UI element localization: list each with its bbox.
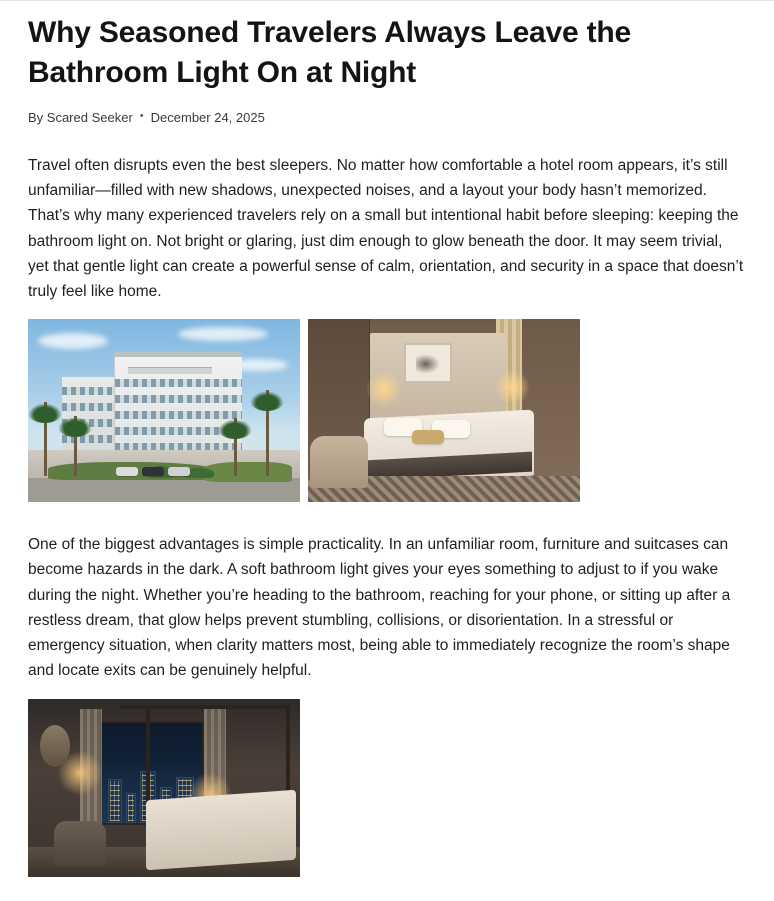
lawn: [202, 462, 292, 482]
hotel-sign: [128, 367, 212, 374]
byline-date: December 24, 2025: [150, 110, 265, 126]
article-paragraph-1: Travel often disrupts even the best sleepers. No matter how comfortable a hotel room appears, it’s still unfamiliar—filled with new shadows, unexpected noises, and a layout your body hasn’t memorized. That’s why many experienced travelers rely on a small but intentional habit before sleeping: keeping the bathroom light on. Not bright or glaring, just dim enough to glow beneath the door. It may seem trivial, yet that gentle light can create a powerful sense of calm, orientation, and security in a space that doesn’t truly feel like home.: [28, 157, 744, 300]
hotel-suite-night-image: [28, 699, 300, 877]
artwork-ink: [416, 354, 440, 374]
parked-car: [116, 467, 138, 476]
hotel-exterior-image: [28, 319, 300, 502]
armchair: [310, 436, 368, 488]
building: [108, 779, 122, 823]
image-row-1: [28, 319, 746, 502]
parked-car: [142, 467, 164, 476]
accent-pillow: [412, 430, 444, 444]
article-paragraph-2: One of the biggest advantages is simple practicality. In an unfamiliar room, furniture and suitcases can become hazards in the dark. A soft bathroom light gives your eyes something to adjust to if you wake during the night. Whether you’re heading to the bathroom, reaching for your phone, or sitting up after a restless dream, that glow helps prevent stumbling, collisions, or disorientation. In a stressful or emergency situation, when clarity matters most, being able to immediately recognize the room’s shape and locate exits can be genuinely helpful.: [28, 536, 731, 679]
page-title: Why Seasoned Travelers Always Leave the Bathroom Light On at Night: [28, 16, 632, 89]
wall-mirror: [40, 725, 70, 767]
building: [126, 793, 136, 823]
lounge-chair: [54, 821, 106, 867]
byline-author: By Scared Seeker: [28, 110, 133, 126]
hotel-bedroom-image: [308, 319, 580, 502]
canopy-bed: [146, 789, 296, 869]
hotel-wing: [62, 377, 118, 453]
byline: [28, 110, 746, 125]
byline-separator: •: [139, 110, 144, 123]
framed-artwork: [404, 343, 452, 383]
parked-car: [168, 467, 190, 476]
image-row-2: [28, 699, 746, 877]
